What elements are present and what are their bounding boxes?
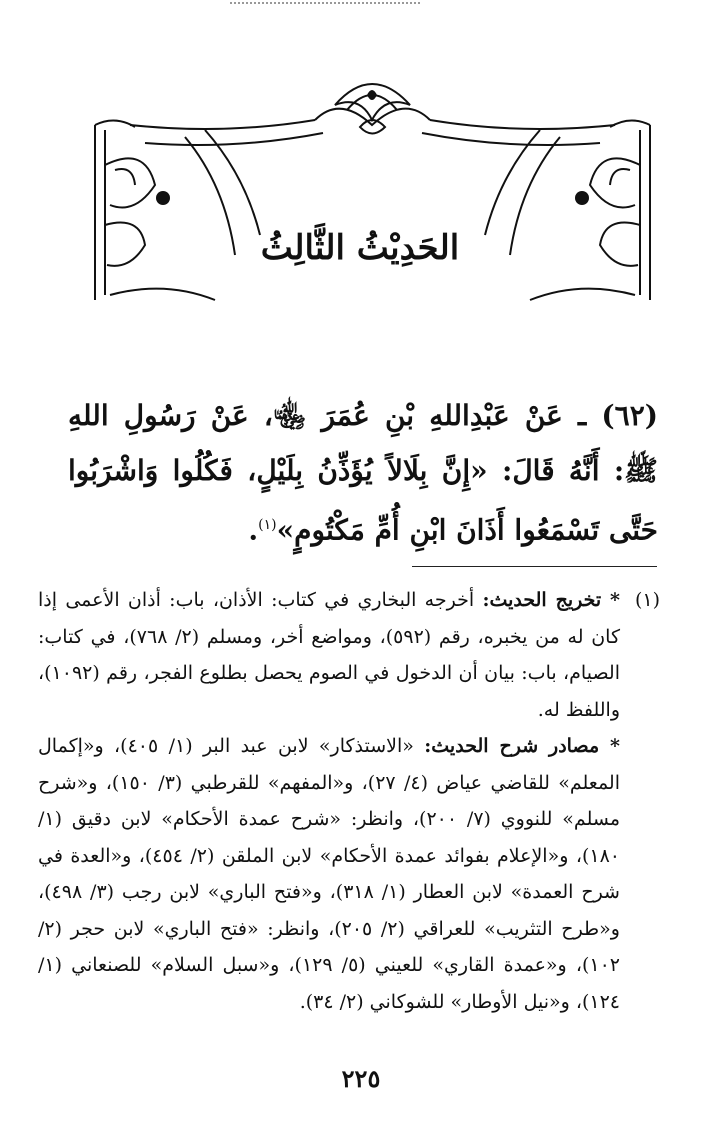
hadith-number: (٦٢)	[601, 399, 658, 432]
footnote-sources	[38, 728, 620, 1020]
hadith-body: ـ عَنْ عَبْدِاللهِ بْنِ عُمَرَ ﵄، عَنْ رَسُولِ اللهِ ﷺ: أَنَّهُ قَالَ: «إِنَّ بِلَالاً يُؤَذِّنُ بِلَيْلٍ، فَكُلُوا وَاشْرَبُوا حَتَّى تَسْمَعُوا أَذَانَ ابْنِ أُمِّ مَكْتُومٍ»	[68, 399, 658, 547]
takhrij-text: أخرجه البخاري في كتاب: الأذان، باب: أذان الأعمى إذا كان له من يخبره، رقم (٥٩٢)، ومواضع أخر، ومسلم (٢/ ٧٦٨)، في كتاب: الصيام، باب: بيان أن الدخول في الصوم يحصل بطلوع الفجر، رقم (١٠٩٢)، واللفظ له.	[38, 589, 620, 721]
chapter-ornament-frame	[85, 65, 660, 305]
footnote-separator	[412, 566, 657, 567]
sources-label: * مصادر شرح الحديث:	[424, 735, 620, 757]
sources-text: «الاستذكار» لابن عبد البر (١/ ٤٠٥)، و«إكمال المعلم» للقاضي عياض (٤/ ٢٧)، و«المفهم» للقرطبي (٣/ ١٥٠)، و«شرح مسلم» للنووي (٧/ ٢٠٠)، وانظر: «شرح عمدة الأحكام» لابن دقيق (١/ ١٨٠)، و«الإعلام بفوائد عمدة الأحكام» لابن الملقن (٢/ ٤٥٤)، و«العدة في شرح العمدة» لابن العطار (١/ ٣١٨)، و«فتح الباري» لابن رجب (٣/ ٤٩٨)، و«طرح التثريب» للعراقي (٢/ ٢٠٥)، وانظر: «فتح الباري» لابن حجر (٢/ ١٠٢)، و«عمدة القاري» للعيني (٥/ ١٢٩)، و«سبل السلام» للصنعاني (١/ ١٢٤)، و«نيل الأوطار» للشوكاني (٢/ ٣٤).	[38, 735, 621, 1013]
footnote-takhrij	[38, 582, 620, 728]
hadith-footnote-ref[interactable]: (١)	[258, 517, 277, 533]
takhrij-label: * تخريج الحديث:	[482, 589, 620, 611]
hadith-text	[68, 388, 658, 557]
page-top-rule	[230, 2, 420, 8]
chapter-title: الحَدِيْثُ الثَّالِثُ	[260, 228, 460, 268]
hadith-end: .	[248, 513, 259, 547]
footnote-marker: (١)	[634, 589, 660, 611]
footnote	[38, 582, 620, 1020]
page-number: ٢٢٥	[341, 1064, 381, 1093]
